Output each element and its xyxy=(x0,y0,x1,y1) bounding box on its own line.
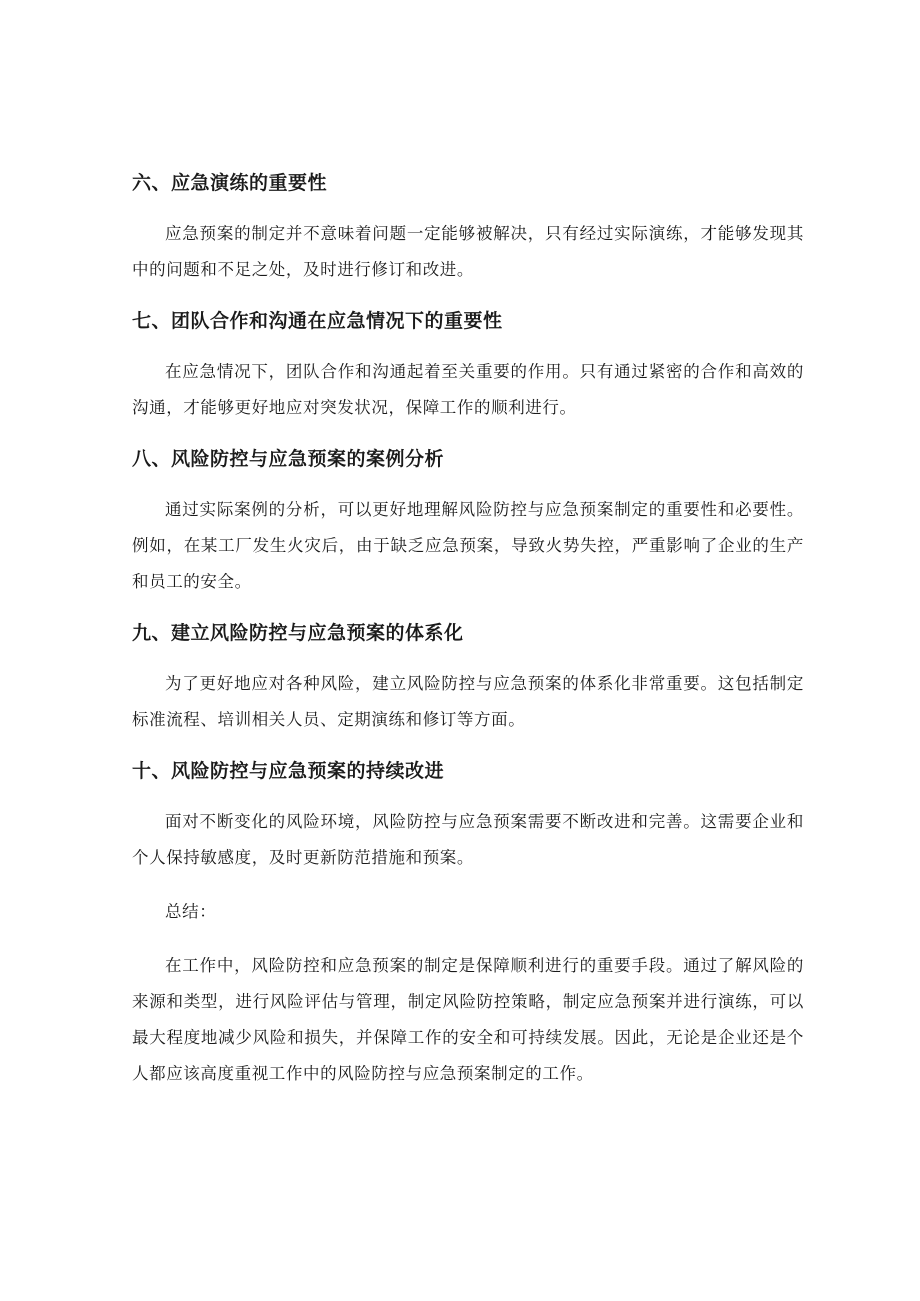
section-heading-6: 六、应急演练的重要性 xyxy=(132,172,328,194)
section-heading-8: 八、风险防控与应急预案的案例分析 xyxy=(132,448,445,470)
summary-label: 总结： xyxy=(165,902,217,921)
section-paragraph-10: 面对不断变化的风险环境，风险防控与应急预案需要不断改进和完善。这需要企业和个人保持敏感度，及时更新防范措施和预案。 xyxy=(132,812,804,867)
section-paragraph-8: 通过实际案例的分析，可以更好地理解风险防控与应急预案制定的重要性和必要性。例如，在某工厂发生火灾后，由于缺乏应急预案，导致火势失控，严重影响了企业的生产和员工的安全。 xyxy=(132,500,804,591)
section-heading-10: 十、风险防控与应急预案的持续改进 xyxy=(132,760,445,782)
summary-paragraph: 在工作中，风险防控和应急预案的制定是保障顺利进行的重要手段。通过了解风险的来源和类型，进行风险评估与管理，制定风险防控策略，制定应急预案并进行演练，可以最大程度地减少风险和损失，并保障工作的安全和可持续发展。因此，无论是企业还是个人都应该高度重视工作中的风险防控与应急预案制定的工作。 xyxy=(132,956,804,1083)
section-heading-9: 九、建立风险防控与应急预案的体系化 xyxy=(132,622,464,644)
section-heading-7: 七、团队合作和沟通在应急情况下的重要性 xyxy=(132,310,503,332)
section-paragraph-9: 为了更好地应对各种风险，建立风险防控与应急预案的体系化非常重要。这包括制定标准流程、培训相关人员、定期演练和修订等方面。 xyxy=(132,674,804,729)
document-page xyxy=(132,168,804,1092)
section-paragraph-6: 应急预案的制定并不意味着问题一定能够被解决，只有经过实际演练，才能够发现其中的问题和不足之处，及时进行修订和改进。 xyxy=(132,224,804,279)
section-paragraph-7: 在应急情况下，团队合作和沟通起着至关重要的作用。只有通过紧密的合作和高效的沟通，才能够更好地应对突发状况，保障工作的顺利进行。 xyxy=(132,362,804,417)
